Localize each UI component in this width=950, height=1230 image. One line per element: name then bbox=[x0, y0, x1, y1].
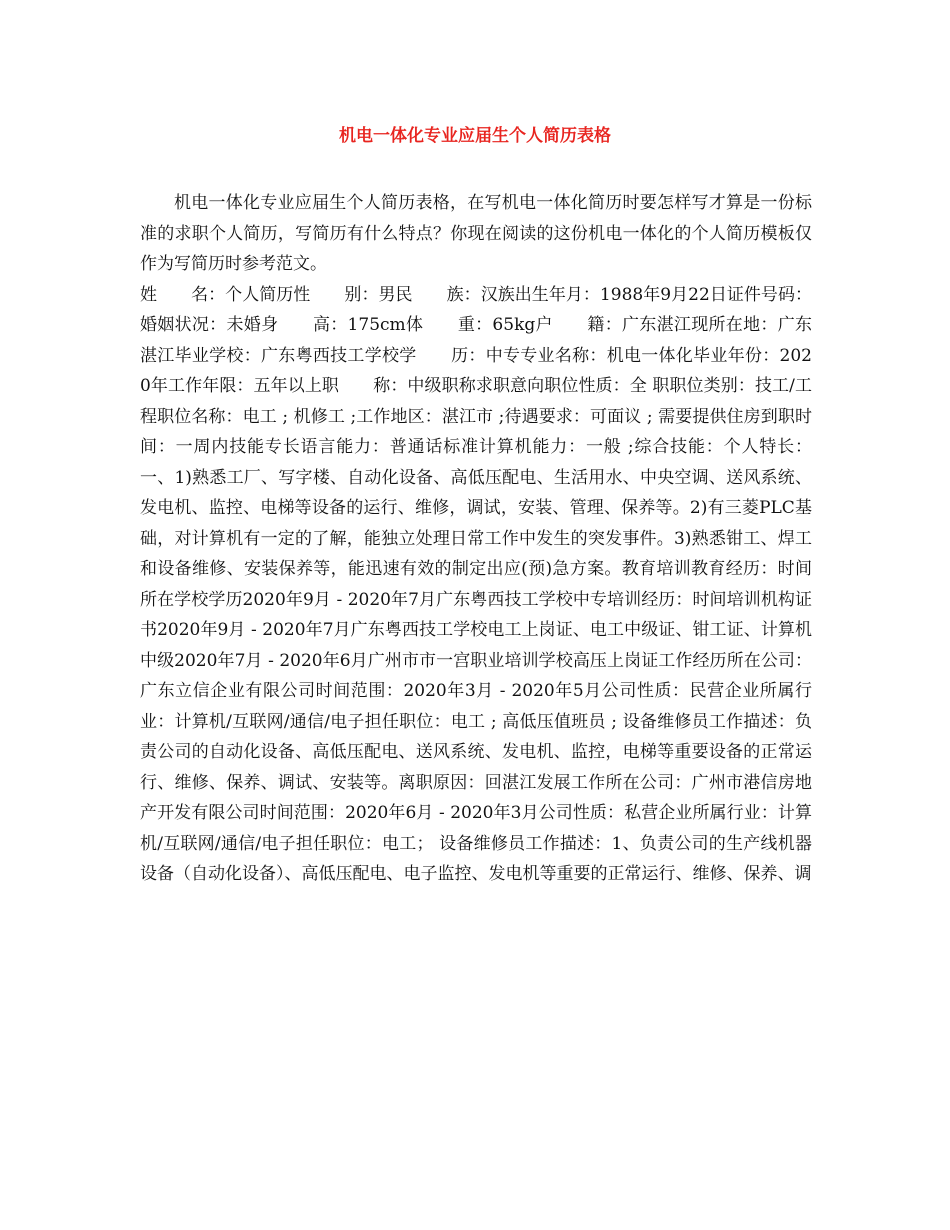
document-title: 机电一体化专业应届生个人简历表格 bbox=[339, 126, 611, 146]
document-body bbox=[140, 188, 812, 890]
intro-paragraph: 机电一体化专业应届生个人简历表格，在写机电一体化简历时要怎样写才算是一份标准的求职个人简历，写简历有什么特点？你现在阅读的这份机电一体化的个人简历模板仅作为写简历时参考范文。 bbox=[140, 193, 812, 274]
resume-details-paragraph: 姓 名：个人简历性 别：男民 族：汉族出生年月：1988年9月22日证件号码：婚姻状况：未婚身 高：175cm体 重：65kg户 籍：广东湛江现所在地：广东湛江毕业学校：广东粤西技工学校学 历：中专专业名称：机电一体化毕业年份：2020年工作年限：五年以上职 称：中级职称求职意向职位性质：全 职职位类别：技工/工程职位名称：电工 ; 机修工 ;工作地区：湛江市 ;待遇要求：可面议 ; 需要提供住房到职时间：一周内技能专长语言能力：普通话标准计算机能力：一般 ;综合技能：个人特长：一、1)熟悉工厂、写字楼、自动化设备、高低压配电、生活用水、中央空调、送风系统、发电机、监控、电梯等设备的运行、维修，调试，安装、管理、保养等。2)有三菱PLC基础，对计算机有一定的了解，能独立处理日常工作中发生的突发事件。3)熟悉钳工、焊工和设备维修、安装保养等，能迅速有效的制定出应(预)急方案。教育培训教育经历：时间所在学校学历2020年9月 - 2020年7月广东粤西技工学校中专培训经历：时间培训机构证书2020年9月 - 2020年7月广东粤西技工学校电工上岗证、电工中级证、钳工证、计算机中级2020年7月 - 2020年6月广州市市一宫职业培训学校高压上岗证工作经历所在公司：广东立信企业有限公司时间范围：2020年3月 - 2020年5月公司性质：民营企业所属行业：计算机/互联网/通信/电子担任职位：电工 ; 高低压值班员 ; 设备维修员工作描述：负责公司的自动化设备、高低压配电、送风系统、发电机、监控，电梯等重要设备的正常运行、维修、保养、调试、安装等。离职原因：回湛江发展工作所在公司：广州市港信房地产开发有限公司时间范围：2020年6月 - 2020年3月公司性质：私营企业所属行业：计算机/互联网/通信/电子担任职位：电工； 设备维修员工作描述：1、负责公司的生产线机器设备（自动化设备）、高低压配电、电子监控、发电机等重要的正常运行、维修、保养、调 bbox=[140, 284, 812, 884]
